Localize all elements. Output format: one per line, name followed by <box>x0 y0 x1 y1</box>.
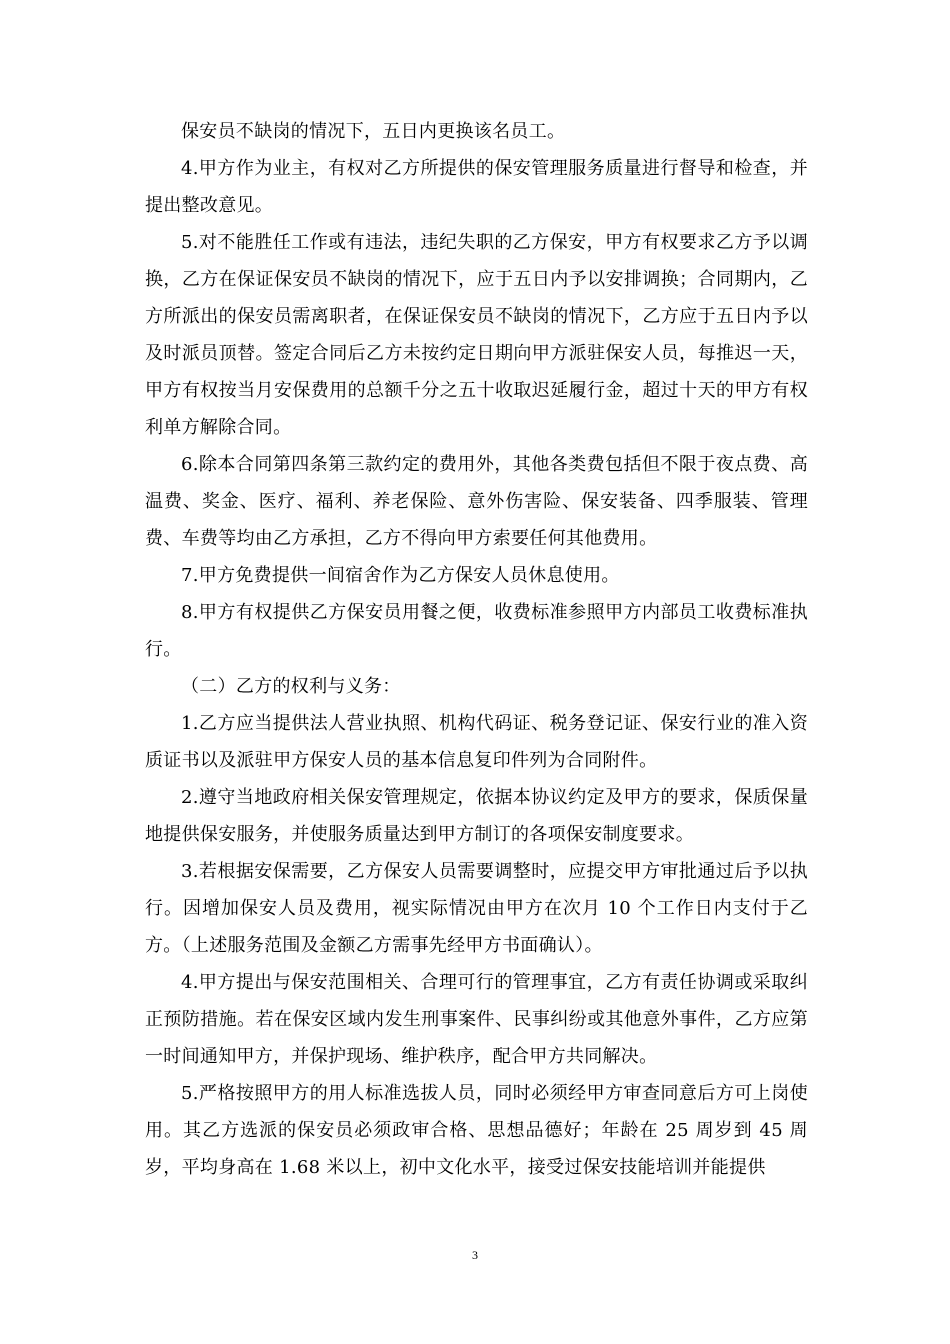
paragraph-clause-5: 5.对不能胜任工作或有违法，违纪失职的乙方保安，甲方有权要求乙方予以调换，乙方在保证保安员不缺岗的情况下，应于五日内予以安排调换；合同期内，乙方所派出的保安员需离职者，在保证保安员不缺岗的情况下，乙方应于五日内予以及时派员顶替。签定合同后乙方未按约定日期向甲方派驻保安人员，每推迟一天，甲方有权按当月安保费用的总额千分之五十收取迟延履行金，超过十天的甲方有权利单方解除合同。 <box>145 232 808 438</box>
paragraph-clause-8: 8.甲方有权提供乙方保安员用餐之便，收费标准参照甲方内部员工收费标准执行。 <box>145 602 808 660</box>
paragraph-party-b-4: 4.甲方提出与保安范围相关、合理可行的管理事宜，乙方有责任协调或采取纠正预防措施。若在保安区域内发生刑事案件、民事纠纷或其他意外事件，乙方应第一时间通知甲方，并保护现场、维护秩序，配合甲方共同解决。 <box>145 972 808 1067</box>
paragraph-party-b-5: 5.严格按照甲方的用人标准选拔人员，同时必须经甲方审查同意后方可上岗使用。其乙方选派的保安员必须政审合格、思想品德好；年龄在 25 周岁到 45 周岁，平均身高在 1.68 米以上，初中文化水平，接受过保安技能培训并能提供 <box>145 1083 808 1178</box>
paragraph-clause-7: 7.甲方免费提供一间宿舍作为乙方保安人员休息使用。 <box>181 565 620 586</box>
document-body <box>145 113 808 1186</box>
page-number: 3 <box>472 1248 478 1262</box>
section-heading-party-b: （二）乙方的权利与义务： <box>181 676 401 697</box>
paragraph-clause-6: 6.除本合同第四条第三款约定的费用外，其他各类费包括但不限于夜点费、高温费、奖金、医疗、福利、养老保险、意外伤害险、保安装备、四季服装、管理费、车费等均由乙方承担，乙方不得向甲方索要任何其他费用。 <box>145 454 808 549</box>
paragraph-continuation: 保安员不缺岗的情况下，五日内更换该名员工。 <box>181 121 566 142</box>
paragraph-clause-4: 4.甲方作为业主，有权对乙方所提供的保安管理服务质量进行督导和检查，并提出整改意见。 <box>145 158 808 216</box>
paragraph-party-b-1: 1.乙方应当提供法人营业执照、机构代码证、税务登记证、保安行业的准入资质证书以及派驻甲方保安人员的基本信息复印件列为合同附件。 <box>145 713 808 771</box>
paragraph-party-b-3: 3.若根据安保需要，乙方保安人员需要调整时，应提交甲方审批通过后予以执行。因增加保安人员及费用，视实际情况由甲方在次月 10 个工作日内支付于乙方。（上述服务范围及金额乙方需事先经甲方书面确认）。 <box>145 861 808 956</box>
paragraph-party-b-2: 2.遵守当地政府相关保安管理规定，依据本协议约定及甲方的要求，保质保量地提供保安服务，并使服务质量达到甲方制订的各项保安制度要求。 <box>145 787 808 845</box>
